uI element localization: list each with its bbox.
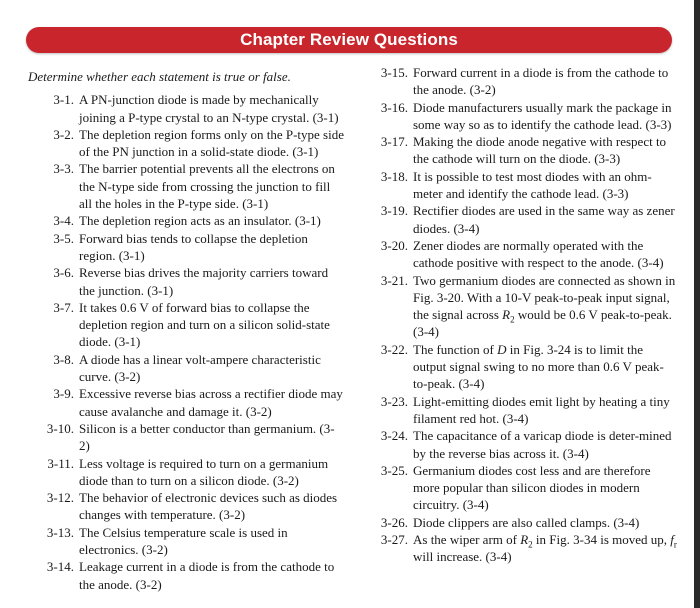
question-3-22: 3-22. The function of D in Fig. 3-24 is to limit the output signal swing to no more than 0.6 V peak-to-peak. (3-4) xyxy=(380,341,664,392)
question-3-12: 3-12. The behavior of electronic devices such as diodes changes with temperature. (3-2) xyxy=(46,490,338,523)
question-3-14: 3-14. Leakage current in a diode is from the cathode to the anode. (3-2) xyxy=(46,559,335,592)
question-3-2: 3-2. The depletion region forms only on the P-type side of the PN junction in a solid-state diode. (3-1) xyxy=(53,126,345,160)
left-column xyxy=(24,64,344,593)
page-title: Chapter Review Questions xyxy=(240,30,458,49)
question-3-9: 3-9. Excessive reverse bias across a rectifier diode may cause avalanche and damage it. (3-2) xyxy=(53,386,343,419)
diode-variable: D xyxy=(497,341,507,357)
question-3-4: 3-4. The depletion region acts as an insulator. (3-1) xyxy=(53,213,321,229)
question-3-17: 3-17. Making the diode anode negative with respect to the cathode will turn on the diode. (3-3) xyxy=(380,134,667,167)
question-3-8: 3-8. A diode has a linear volt-ampere characteristic curve. (3-2) xyxy=(53,351,321,385)
question-3-11: 3-11. Less voltage is required to turn on a germanium diode than to turn on a silicon diode. (3-2) xyxy=(47,455,329,488)
question-3-19: 3-19. Rectifier diodes are used in the same way as zener diodes. (3-4) xyxy=(380,203,675,236)
right-column xyxy=(366,64,678,566)
question-3-26: 3-26. Diode clippers are also called clamps. (3-4) xyxy=(380,514,640,530)
question-3-23: 3-23. Light-emitting diodes emit light by heating a tiny filament red hot. (3-4) xyxy=(380,393,670,426)
question-3-7: 3-7. It takes 0.6 V of forward bias to collapse the depletion region and turn on a silicon solid-state diode. (3-1) xyxy=(53,299,330,350)
question-3-24: 3-24. The capacitance of a varicap diode is deter-mined by the reverse bias across it. (3-4) xyxy=(380,428,672,461)
question-3-13: 3-13. The Celsius temperature scale is used in electronics. (3-2) xyxy=(46,524,288,558)
question-3-18: 3-18. It is possible to test most diodes with an ohm-meter and identify the cathode lead. (3-3) xyxy=(380,168,652,202)
question-3-20: 3-20. Zener diodes are normally operated with the cathode positive with respect to the anode. (3-4) xyxy=(380,237,664,271)
resistor-variable: R xyxy=(502,307,511,323)
frequency-variable: f xyxy=(670,532,674,548)
question-3-27: 3-27. As the wiper arm of $R_2$ in Fig. 3-34 is moved up, $f_r$ will increase. (3-4) xyxy=(380,532,677,565)
chapter-banner xyxy=(26,27,672,53)
question-3-1: 3-1. A PN-junction diode is made by mechanically joining a P-type crystal to an N-type crystal. (3-1) xyxy=(53,92,339,125)
question-3-25: 3-25. Germanium diodes cost less and are therefore more popular than silicon diodes in modern circuitry. (3-4) xyxy=(380,462,651,513)
question-3-5: 3-5. Forward bias tends to collapse the depletion region. (3-1) xyxy=(53,230,308,263)
question-3-6: 3-6. Reverse bias drives the majority carriers toward the junction. (3-1) xyxy=(53,265,329,298)
question-3-16: 3-16. Diode manufacturers usually mark the package in some way so as to identify the cathode lead. (3-3) xyxy=(380,99,672,132)
page-edge xyxy=(694,0,700,608)
instruction-text: Determine whether each statement is true or false. xyxy=(28,69,291,84)
resistor-variable: R xyxy=(520,532,529,548)
question-3-15: 3-15. Forward current in a diode is from the cathode to the anode. (3-2) xyxy=(380,65,669,98)
question-3-10: 3-10. Silicon is a better conductor than germanium. (3-2) xyxy=(46,420,335,454)
question-3-3: 3-3. The barrier potential prevents all the electrons on the N-type side from crossing the junction to fill all the holes in the P-type side. (3-1) xyxy=(53,161,335,212)
question-3-21: 3-21. Two germanium diodes are connected as shown in Fig. 3-20. With a 10-V peak-to-peak input signal, the signal across $R_2$ would be 0.6 V peak-to-peak. (3-4) xyxy=(380,272,676,340)
